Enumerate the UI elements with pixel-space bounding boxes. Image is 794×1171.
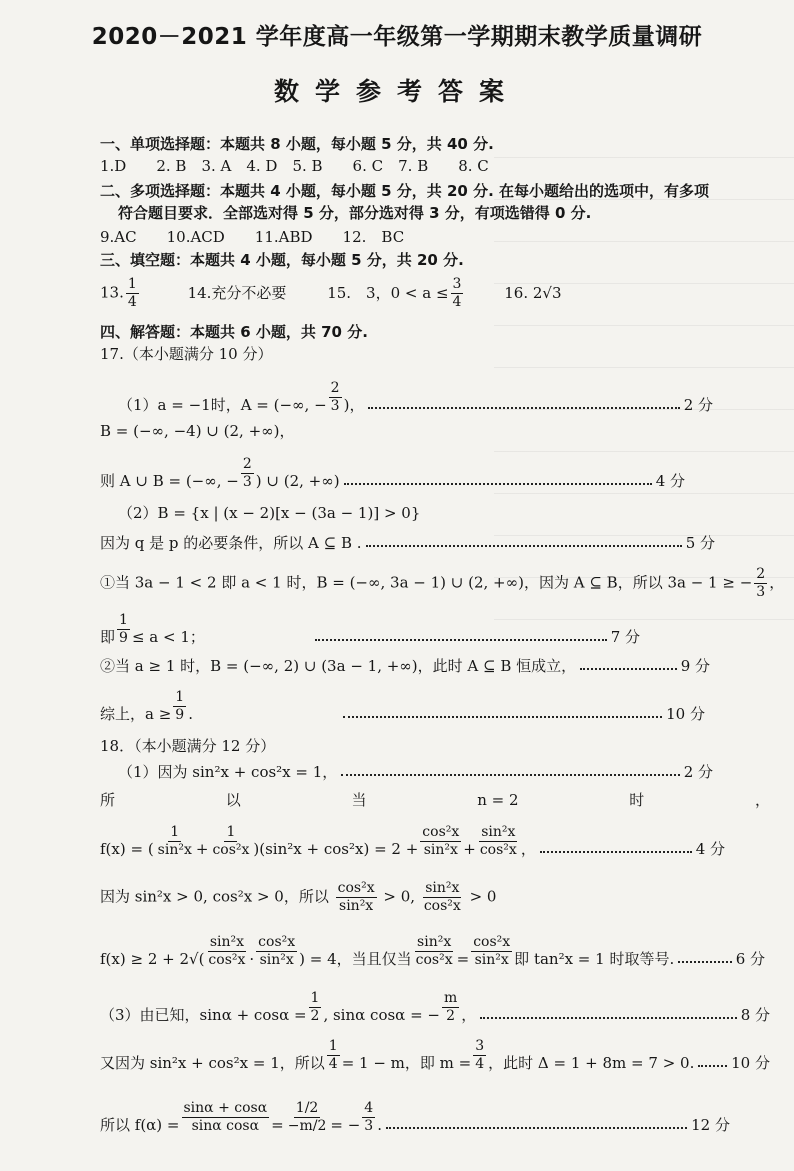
q17-line3-frac bbox=[241, 456, 254, 491]
q18-line5-pre: f(x) ≥ 2 + 2√( bbox=[100, 950, 205, 968]
q17-line3-pre: 则 A ∪ B = (−∞, − bbox=[100, 472, 239, 490]
q17-line1-den: 3 bbox=[330, 398, 340, 414]
q18-line8-frac1 bbox=[182, 1100, 270, 1135]
q18-title: 18．（本小题满分 12 分） bbox=[100, 737, 276, 755]
answer-13-den: 4 bbox=[127, 294, 137, 310]
q18-line4-mid: > 0, bbox=[383, 887, 416, 906]
q18-line7-pre: 又因为 sin²x + cos²x = 1，所以 bbox=[100, 1054, 325, 1072]
q18-line6-pre: （3）由已知，sinα + cosα = bbox=[100, 1006, 307, 1024]
q17-line9-den: 9 bbox=[175, 707, 185, 723]
q18-line6-mid: , sinα cosα = − bbox=[323, 1006, 440, 1024]
section1-heading: 一、单项选择题：本题共 8 小题，每小题 5 分，共 40 分. bbox=[100, 135, 494, 153]
q17-line1-score: 2 分 bbox=[683, 396, 713, 414]
q18-line2-a: 所 bbox=[100, 791, 116, 809]
q17-line1-leader bbox=[368, 407, 679, 409]
q18-line7-num1: 1 bbox=[328, 1038, 338, 1054]
q17-line1 bbox=[118, 380, 713, 415]
section2-answers: 9.AC 10.ACD 11.ABD 12. BC bbox=[100, 228, 405, 246]
q18-line4-frac1 bbox=[336, 880, 377, 915]
q17-line7-den: 9 bbox=[119, 630, 128, 646]
q18-line7-frac2 bbox=[473, 1038, 486, 1073]
q17-line9-post: . bbox=[188, 705, 193, 723]
q18-line5-eq: = bbox=[456, 950, 470, 968]
q18-line3-frac1 bbox=[156, 824, 194, 859]
q18-line8-post: . bbox=[377, 1116, 382, 1134]
q17-line5 bbox=[100, 533, 715, 553]
q18-line5-dot: · bbox=[249, 950, 255, 968]
q18-line5-frac2 bbox=[256, 934, 297, 969]
section3-answers bbox=[100, 276, 562, 311]
q18-line5-mid: ) = 4，当且仅当 bbox=[299, 950, 412, 968]
q18-line8-frac2 bbox=[286, 1100, 329, 1135]
q18-line3-den3: sin²x bbox=[423, 842, 458, 858]
q18-line3-frac3 bbox=[420, 824, 461, 859]
page-title: 2020－2021 学年度高一年级第一学期期末教学质量调研 bbox=[91, 24, 703, 50]
q17-line5-leader bbox=[366, 545, 682, 547]
q18-line8-num3: 4 bbox=[364, 1100, 374, 1116]
section2-heading-cont: 符合题目要求．全部选对得 5 分，部分选对得 3 分，有项选错得 0 分. bbox=[118, 204, 592, 222]
q17-line6-post: ， bbox=[769, 573, 785, 592]
q17-line7-score: 7 分 bbox=[610, 628, 640, 646]
section4-heading: 四、解答题：本题共 6 小题，共 70 分. bbox=[100, 323, 368, 341]
q18-line6-frac1 bbox=[309, 990, 322, 1025]
q18-line2-c: 当 bbox=[351, 791, 367, 809]
q18-line7 bbox=[100, 1038, 770, 1073]
q18-line3-frac2 bbox=[210, 824, 251, 859]
q18-line4-post: > 0 bbox=[469, 887, 497, 906]
q18-line5 bbox=[100, 934, 765, 969]
q18-line3-plus: + bbox=[195, 840, 209, 858]
q18-line4-num2: sin²x bbox=[425, 880, 460, 896]
answer-16: 16. 2√3 bbox=[504, 283, 562, 302]
answer-15: 15. 3，0 < a ≤ bbox=[327, 283, 449, 302]
q18-line3-num4: sin²x bbox=[481, 824, 516, 840]
q18-line4-frac2 bbox=[422, 880, 463, 915]
q18-line2-f: ， bbox=[754, 791, 770, 809]
q18-line8-pre: 所以 f(α) = bbox=[100, 1116, 180, 1134]
q18-line3-frac4 bbox=[478, 824, 519, 859]
q17-line7-post: ≤ a < 1； bbox=[131, 628, 205, 646]
q18-line6-num1: 1 bbox=[310, 990, 320, 1006]
q18-line6-score: 8 分 bbox=[740, 1006, 770, 1024]
answer-15-num: 3 bbox=[452, 276, 462, 292]
q18-line3-num1: 1 bbox=[170, 824, 180, 840]
q17-line6-frac bbox=[754, 566, 767, 601]
q18-line5-den4: sin²x bbox=[474, 952, 509, 968]
q18-line2-b: 以 bbox=[225, 791, 241, 809]
q18-line5-den1: cos²x bbox=[208, 952, 246, 968]
q18-line3 bbox=[100, 824, 725, 859]
q17-line5-text: 因为 q 是 p 的必要条件，所以 A ⊆ B . bbox=[100, 534, 362, 552]
q17-line9-pre: 综上，a ≥ bbox=[100, 705, 172, 723]
q18-line7-mid: = 1 − m，即 m = bbox=[341, 1054, 472, 1072]
answer-13-label: 13. bbox=[100, 283, 124, 302]
q17-line3-leader bbox=[344, 483, 652, 485]
q18-line3-score: 4 分 bbox=[695, 840, 725, 858]
q18-line6-frac2 bbox=[442, 990, 459, 1025]
q18-line5-den2: sin²x bbox=[259, 952, 294, 968]
q18-line3-leader bbox=[540, 851, 692, 853]
answer-15-fraction bbox=[451, 276, 464, 311]
q18-line4-den1: sin²x bbox=[339, 898, 374, 914]
q18-line7-frac1 bbox=[327, 1038, 340, 1073]
q17-line6-den: 3 bbox=[756, 584, 766, 600]
q17-line6-pre: ①当 3a − 1 < 2 即 a < 1 时，B = (−∞, 3a − 1) ∪ (2, +∞)，因为 A ⊆ B，所以 3a − 1 ≥ − bbox=[100, 573, 753, 592]
q18-line5-leader bbox=[678, 961, 731, 963]
q17-line9-score: 10 分 bbox=[666, 705, 705, 723]
q18-line3-num3: cos²x bbox=[422, 824, 460, 840]
q18-line8-num1: sinα + cosα bbox=[183, 1100, 268, 1116]
q18-line5-post: 即 tan²x = 1 时取等号. bbox=[514, 950, 675, 968]
q18-line7-num2: 3 bbox=[475, 1038, 485, 1054]
q18-line6-leader bbox=[480, 1017, 736, 1019]
q18-line3-mid: )(sin²x + cos²x) = 2 + bbox=[253, 840, 419, 858]
page-subtitle: 数学参考答案 bbox=[273, 77, 520, 106]
q18-line5-num4: cos²x bbox=[473, 934, 511, 950]
q17-line4: （2）B = {x | (x − 2)[x − (3a − 1)] > 0} bbox=[118, 504, 421, 522]
answer-13-fraction bbox=[126, 276, 139, 311]
q18-line8-den1: sinα cosα bbox=[191, 1118, 260, 1134]
q17-line7-frac bbox=[117, 612, 130, 647]
q18-line7-den2: 4 bbox=[475, 1056, 485, 1072]
q18-line5-frac4 bbox=[471, 934, 512, 969]
q18-line4 bbox=[100, 880, 496, 915]
q17-line8 bbox=[100, 656, 710, 676]
q18-line5-num2: cos²x bbox=[258, 934, 296, 950]
q17-line1-pre: （1）a = −1时，A = (−∞, − bbox=[118, 396, 327, 414]
q17-line1-post: )， bbox=[343, 396, 365, 414]
q18-line7-post: ，此时 Δ = 1 + 8m = 7 > 0. bbox=[488, 1054, 695, 1072]
q18-line3-pre: f(x) = ( bbox=[100, 840, 154, 858]
q18-line6 bbox=[100, 990, 770, 1025]
q18-line1-score: 2 分 bbox=[683, 763, 713, 781]
q17-line3 bbox=[100, 456, 685, 491]
q18-line8-den3: 3 bbox=[364, 1118, 374, 1134]
q17-line7-pre: 即 bbox=[100, 628, 116, 646]
q18-line3-den2: cos²x bbox=[212, 842, 250, 858]
q18-line4-pre: 因为 sin²x > 0, cos²x > 0，所以 bbox=[100, 887, 329, 906]
q18-line5-num1: sin²x bbox=[209, 934, 244, 950]
q18-line3-den4: cos²x bbox=[479, 842, 517, 858]
q18-line8-eq: = bbox=[271, 1116, 284, 1134]
section2-heading: 二、多项选择题：本题共 4 小题，每小题 5 分，共 20 分. 在每小题给出的选项中，有多项 bbox=[100, 182, 710, 200]
q18-line1-text: （1）因为 sin²x + cos²x = 1， bbox=[118, 763, 338, 781]
q18-line6-den1: 2 bbox=[310, 1008, 320, 1024]
q17-line8-text: ②当 a ≥ 1 时，B = (−∞, 2) ∪ (3a − 1, +∞)，此时 A ⊆ B 恒成立， bbox=[100, 657, 577, 675]
q18-line3-plus2: + bbox=[463, 840, 476, 858]
q18-line8-mid: = − bbox=[330, 1116, 361, 1134]
q18-line7-leader bbox=[698, 1065, 727, 1067]
q18-line6-post: ， bbox=[461, 1006, 477, 1024]
q17-line6-num: 2 bbox=[756, 566, 766, 582]
q18-line2 bbox=[100, 790, 770, 810]
q18-line8-frac3 bbox=[362, 1100, 375, 1135]
q17-line9-frac bbox=[173, 689, 186, 724]
q18-line3-post: ， bbox=[520, 840, 536, 858]
q18-line5-score: 6 分 bbox=[735, 950, 765, 968]
q17-title: 17.（本小题满分 10 分） bbox=[100, 345, 273, 363]
section1-answers: 1.D 2. B 3. A 4. D 5. B 6. C 7. B 8. C bbox=[100, 157, 489, 175]
q18-line2-d: n = 2 bbox=[477, 791, 519, 809]
q18-line3-num2: 1 bbox=[226, 824, 236, 840]
q17-line3-score: 4 分 bbox=[655, 472, 685, 490]
q18-line1 bbox=[118, 762, 713, 782]
q18-line6-den2: 2 bbox=[446, 1008, 456, 1024]
q17-line9-leader bbox=[343, 716, 662, 718]
q18-line8 bbox=[100, 1100, 730, 1135]
q18-line5-num3: sin²x bbox=[417, 934, 452, 950]
q17-line3-num: 2 bbox=[242, 456, 252, 472]
answer-14: 14.充分不必要 bbox=[187, 283, 287, 302]
section3-heading: 三、填空题：本题共 4 小题，每小题 5 分，共 20 分. bbox=[100, 251, 464, 269]
q17-line7 bbox=[100, 612, 640, 647]
q18-line7-score: 10 分 bbox=[731, 1054, 770, 1072]
q17-line2: B = (−∞, −4) ∪ (2, +∞)， bbox=[100, 422, 295, 440]
q17-line6 bbox=[100, 566, 784, 601]
q17-line9-num: 1 bbox=[175, 689, 185, 705]
answer-13-num: 1 bbox=[127, 276, 137, 292]
q17-line7-num: 1 bbox=[119, 612, 128, 628]
q18-line3-den1: sin²x bbox=[157, 842, 192, 858]
answer-15-den: 4 bbox=[452, 294, 462, 310]
q18-line8-leader bbox=[386, 1127, 687, 1129]
q17-line3-post: ) ∪ (2, +∞) bbox=[255, 472, 340, 490]
q18-line4-num1: cos²x bbox=[337, 880, 375, 896]
q18-line5-den3: cos²x bbox=[415, 952, 453, 968]
q18-line7-den1: 4 bbox=[328, 1056, 338, 1072]
q17-line5-score: 5 分 bbox=[685, 534, 715, 552]
q17-line3-den: 3 bbox=[242, 474, 252, 490]
q18-line5-frac3 bbox=[414, 934, 455, 969]
q18-line6-num2: m bbox=[443, 990, 458, 1006]
q17-line1-num: 2 bbox=[330, 380, 340, 396]
q17-line9 bbox=[100, 689, 705, 724]
q17-line8-leader bbox=[580, 668, 677, 670]
q18-line1-leader bbox=[341, 774, 679, 776]
q18-line2-e: 时 bbox=[629, 791, 645, 809]
q17-line8-score: 9 分 bbox=[680, 657, 710, 675]
q18-line8-score: 12 分 bbox=[691, 1116, 730, 1134]
q17-line7-leader bbox=[315, 639, 607, 641]
q18-line4-den2: cos²x bbox=[423, 898, 461, 914]
q18-line5-frac1 bbox=[206, 934, 247, 969]
q18-line8-den2: −m/2 bbox=[287, 1118, 327, 1134]
q17-line1-frac bbox=[329, 380, 342, 415]
q18-line8-num2: 1/2 bbox=[295, 1100, 319, 1116]
